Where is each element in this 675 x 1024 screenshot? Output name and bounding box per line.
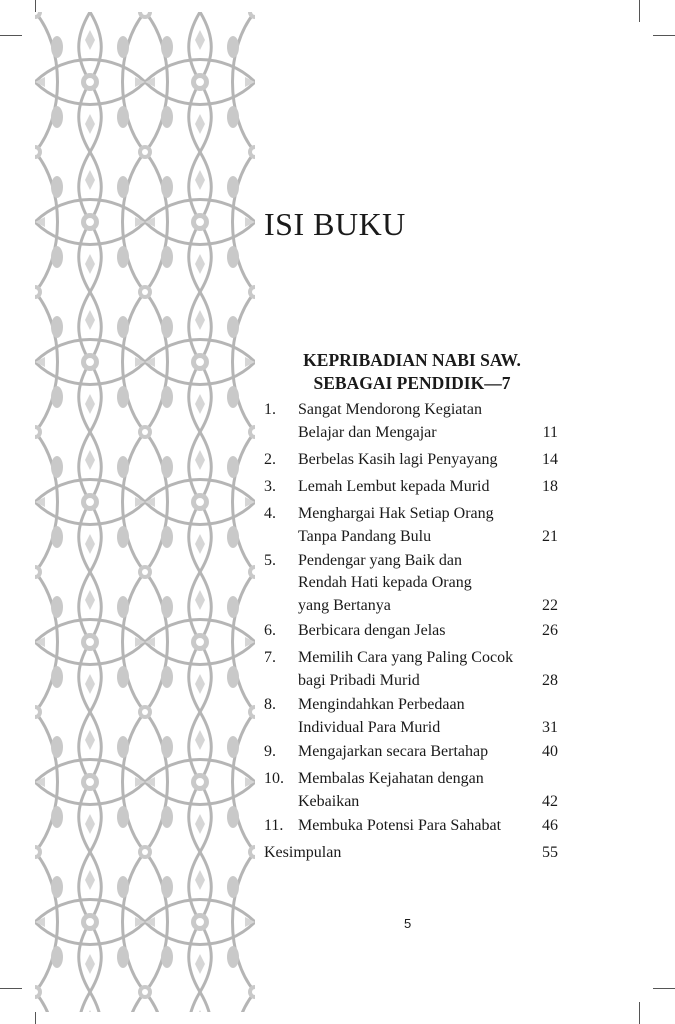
toc-page-number: 31 [542,719,558,736]
toc-title: Berbelas Kasih lagi Penyayang [298,451,498,468]
section-title [264,349,560,395]
toc-title: Membalas Kejahatan dengan [298,770,484,787]
crop-mark [639,0,640,22]
toc-title: Kesimpulan [264,844,342,861]
toc-title: Memilih Cara yang Paling Cocok [298,649,514,666]
toc-page-number: 42 [542,793,558,810]
toc-number: 5. [264,552,276,569]
toc-number: 9. [264,743,276,760]
toc-page-number: 28 [542,672,558,689]
toc-title: Individual Para Murid [298,719,441,736]
crop-mark [653,35,675,36]
toc-page-number: 26 [542,622,558,639]
crop-mark [0,35,22,36]
toc-number: 6. [264,622,276,639]
toc-title: Mengindahkan Perbedaan [298,696,465,713]
crop-mark [653,988,675,989]
section-title-line: KEPRIBADIAN NABI SAW. [303,350,521,370]
toc-title: Pendengar yang Baik dan [298,552,462,569]
toc-number: 11. [264,817,284,834]
toc-title: Mengajarkan secara Bertahap [298,743,489,760]
section-title-line: SEBAGAI PENDIDIK—7 [313,373,511,393]
toc-number: 2. [264,451,276,468]
crop-mark [639,1002,640,1024]
toc-number: 1. [264,401,276,418]
toc-page-number: 22 [542,597,558,614]
toc-title: Berbicara dengan Jelas [298,622,446,639]
crop-mark [0,988,22,989]
toc-title: Menghargai Hak Setiap Orang [298,505,494,522]
toc-title: Tanpa Pandang Bulu [298,528,432,545]
toc-number: 8. [264,696,276,713]
toc-title: Belajar dan Mengajar [298,424,437,441]
floral-arabesque-pattern-icon [35,12,255,1012]
toc-number: 3. [264,478,276,495]
toc-title: Lemah Lembut kepada Murid [298,478,490,495]
toc-number: 10. [264,770,284,787]
toc-page-number: 40 [542,743,558,760]
toc-title: Sangat Mendorong Kegiatan [298,401,482,418]
toc-page-number: 14 [542,451,558,468]
toc-title: Rendah Hati kepada Orang [298,574,472,591]
toc-page-number: 11 [542,424,558,441]
toc-title: bagi Pribadi Murid [298,672,420,689]
page-title: ISI BUKU [264,206,406,242]
toc-page-number: 18 [542,478,558,495]
toc-number: 7. [264,649,276,666]
toc-page-number: 55 [542,844,558,861]
page-number: 5 [404,916,412,931]
toc-page-number: 21 [542,528,558,545]
toc-title: Kebaikan [298,793,360,810]
toc-title: yang Bertanya [298,597,391,614]
toc-title: Membuka Potensi Para Sahabat [298,817,502,834]
toc-number: 4. [264,505,276,522]
toc-page-number: 46 [542,817,558,834]
